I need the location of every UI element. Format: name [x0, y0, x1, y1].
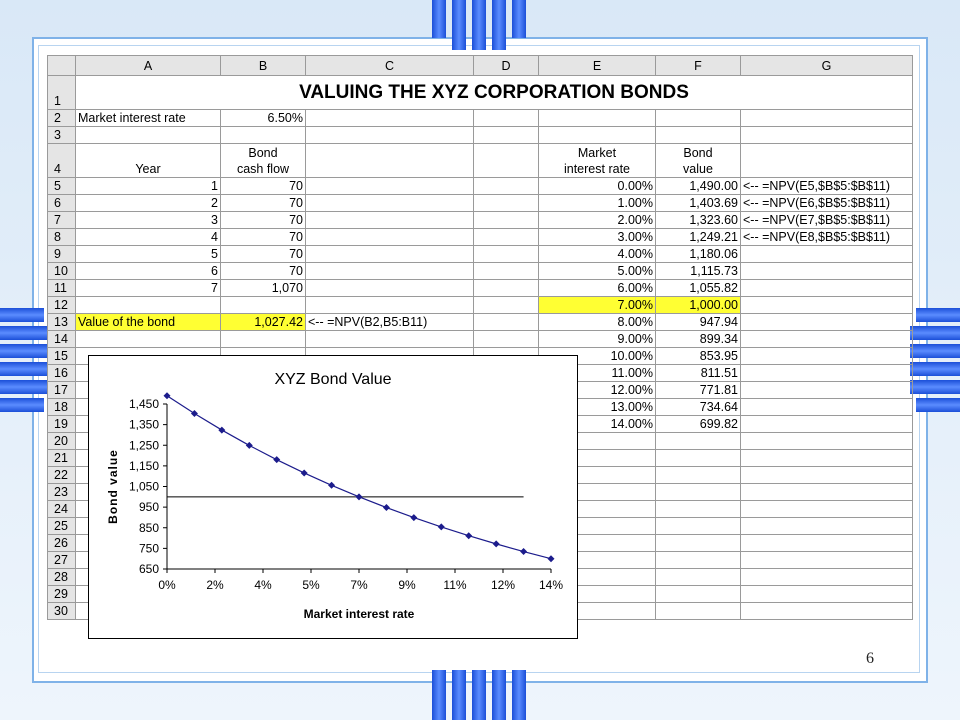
y-axis-label: Bond value [106, 449, 120, 524]
cell-d12[interactable] [474, 297, 539, 314]
cell-b10[interactable]: 70 [221, 263, 306, 280]
cell-f25[interactable] [656, 518, 741, 535]
cell-a12[interactable] [76, 297, 221, 314]
row-header-6[interactable]: 6 [48, 195, 76, 212]
cell-e13[interactable]: 8.00% [539, 314, 656, 331]
sheet-row [48, 212, 913, 229]
cell-b14[interactable] [221, 331, 306, 348]
cell-e14[interactable]: 9.00% [539, 331, 656, 348]
data-point [465, 532, 472, 539]
cell-a3[interactable] [76, 127, 221, 144]
cell-g28[interactable] [741, 569, 913, 586]
cell-d5[interactable] [474, 178, 539, 195]
x-tick-label: 5% [302, 578, 320, 592]
y-tick-label: 950 [138, 500, 159, 515]
cell-g24[interactable] [741, 501, 913, 518]
row-header-3[interactable]: 3 [48, 127, 76, 144]
row-header-24[interactable]: 24 [48, 501, 76, 518]
cell-a8[interactable]: 4 [76, 229, 221, 246]
cell-a6[interactable]: 2 [76, 195, 221, 212]
row-header-20[interactable]: 20 [48, 433, 76, 450]
cell-e6[interactable]: 1.00% [539, 195, 656, 212]
cell-g22[interactable] [741, 467, 913, 484]
cell-a11[interactable]: 7 [76, 280, 221, 297]
data-point [493, 540, 500, 547]
cell-c10[interactable] [306, 263, 474, 280]
row-header-29[interactable]: 29 [48, 586, 76, 603]
cell-f27[interactable] [656, 552, 741, 569]
cell-c4[interactable] [306, 144, 474, 178]
x-tick-label: 4% [254, 578, 272, 592]
sheet-row [48, 195, 913, 212]
data-point [548, 555, 555, 562]
cell-g10[interactable] [741, 263, 913, 280]
cell-b8[interactable]: 70 [221, 229, 306, 246]
cell-c13[interactable]: <-- =NPV(B2,B5:B11) [306, 314, 474, 331]
row-header-21[interactable]: 21 [48, 450, 76, 467]
cell-c12[interactable] [306, 297, 474, 314]
cell-f4[interactable]: Bond value [656, 144, 741, 178]
y-tick-label: 750 [138, 541, 159, 556]
cell-g21[interactable] [741, 450, 913, 467]
row-header-5[interactable]: 5 [48, 178, 76, 195]
cell-d8[interactable] [474, 229, 539, 246]
data-point [410, 514, 417, 521]
cell-g18[interactable] [741, 399, 913, 416]
data-point [438, 523, 445, 530]
sheet-row [48, 76, 913, 110]
cell-d2[interactable] [474, 110, 539, 127]
y-tick-label: 850 [138, 520, 159, 535]
data-point [191, 410, 198, 417]
cell-a5[interactable]: 1 [76, 178, 221, 195]
cell-f24[interactable] [656, 501, 741, 518]
cell-c14[interactable] [306, 331, 474, 348]
sheet-corner[interactable] [48, 56, 76, 76]
cell-a10[interactable]: 6 [76, 263, 221, 280]
cell-d6[interactable] [474, 195, 539, 212]
cell-f30[interactable] [656, 603, 741, 620]
cell-g30[interactable] [741, 603, 913, 620]
sheet-row [48, 144, 913, 178]
cell-c9[interactable] [306, 246, 474, 263]
cell-b2[interactable]: 6.50% [221, 110, 306, 127]
cell-c3[interactable] [306, 127, 474, 144]
row-header-10[interactable]: 10 [48, 263, 76, 280]
column-header-a[interactable]: A [76, 56, 221, 76]
cell-f14[interactable]: 899.34 [656, 331, 741, 348]
data-point [328, 482, 335, 489]
row-header-28[interactable]: 28 [48, 569, 76, 586]
cell-g11[interactable] [741, 280, 913, 297]
cell-f16[interactable]: 811.51 [656, 365, 741, 382]
cell-f13[interactable]: 947.94 [656, 314, 741, 331]
sheet-row [48, 263, 913, 280]
column-header-b[interactable]: B [221, 56, 306, 76]
cell-b12[interactable] [221, 297, 306, 314]
cell-a2[interactable]: Market interest rate [76, 110, 221, 127]
cell-a13[interactable]: Value of the bond [76, 314, 221, 331]
cell-g9[interactable] [741, 246, 913, 263]
sheet-row [48, 229, 913, 246]
cell-f26[interactable] [656, 535, 741, 552]
cell-c7[interactable] [306, 212, 474, 229]
cell-e7[interactable]: 2.00% [539, 212, 656, 229]
cell-g4[interactable] [741, 144, 913, 178]
cell-f28[interactable] [656, 569, 741, 586]
cell-f6[interactable]: 1,403.69 [656, 195, 741, 212]
cell-b4[interactable]: Bond cash flow [221, 144, 306, 178]
column-header-f[interactable]: F [656, 56, 741, 76]
cell-g14[interactable] [741, 331, 913, 348]
column-header-e[interactable]: E [539, 56, 656, 76]
sheet-row [48, 280, 913, 297]
data-point [273, 456, 280, 463]
x-tick-label: 9% [398, 578, 416, 592]
data-point [356, 493, 363, 500]
cell-f5[interactable]: 1,490.00 [656, 178, 741, 195]
cell-f8[interactable]: 1,249.21 [656, 229, 741, 246]
cell-c6[interactable] [306, 195, 474, 212]
cell-e9[interactable]: 4.00% [539, 246, 656, 263]
cell-d7[interactable] [474, 212, 539, 229]
sheet-row [48, 110, 913, 127]
cell-f17[interactable]: 771.81 [656, 382, 741, 399]
cell-e18[interactable]: 13.00% [539, 399, 656, 416]
row-header-9[interactable]: 9 [48, 246, 76, 263]
row-header-17[interactable]: 17 [48, 382, 76, 399]
cell-f12[interactable]: 1,000.00 [656, 297, 741, 314]
cell-f2[interactable] [656, 110, 741, 127]
row-header-13[interactable]: 13 [48, 314, 76, 331]
cell-g25[interactable] [741, 518, 913, 535]
cell-b7[interactable]: 70 [221, 212, 306, 229]
cell-d11[interactable] [474, 280, 539, 297]
chart-title: XYZ Bond Value [274, 371, 392, 388]
cell-f19[interactable]: 699.82 [656, 416, 741, 433]
cell-c5[interactable] [306, 178, 474, 195]
cell-g15[interactable] [741, 348, 913, 365]
row-header-14[interactable]: 14 [48, 331, 76, 348]
data-point [383, 504, 390, 511]
cell-c8[interactable] [306, 229, 474, 246]
bond-value-line [167, 396, 551, 559]
row-header-16[interactable]: 16 [48, 365, 76, 382]
row-header-18[interactable]: 18 [48, 399, 76, 416]
cell-e5[interactable]: 0.00% [539, 178, 656, 195]
cell-d9[interactable] [474, 246, 539, 263]
row-header-30[interactable]: 30 [48, 603, 76, 620]
cell-c2[interactable] [306, 110, 474, 127]
cell-g19[interactable] [741, 416, 913, 433]
column-header-d[interactable]: D [474, 56, 539, 76]
cell-c11[interactable] [306, 280, 474, 297]
data-point [218, 427, 225, 434]
sheet-row [48, 331, 913, 348]
page-number: 6 [866, 650, 874, 667]
cell-e19[interactable]: 14.00% [539, 416, 656, 433]
cell-g23[interactable] [741, 484, 913, 501]
cell-e2[interactable] [539, 110, 656, 127]
cell-e4[interactable]: Market interest rate [539, 144, 656, 178]
row-header-27[interactable]: 27 [48, 552, 76, 569]
cell-g27[interactable] [741, 552, 913, 569]
cell-e8[interactable]: 3.00% [539, 229, 656, 246]
cell-f15[interactable]: 853.95 [656, 348, 741, 365]
column-header-g[interactable]: G [741, 56, 913, 76]
sheet-row [48, 127, 913, 144]
sheet-row [48, 314, 913, 331]
cell-a9[interactable]: 5 [76, 246, 221, 263]
y-tick-label: 1,250 [128, 438, 159, 453]
row-header-4[interactable]: 4 [48, 144, 76, 178]
x-tick-label: 0% [158, 578, 176, 592]
x-tick-label: 7% [350, 578, 368, 592]
cell-b3[interactable] [221, 127, 306, 144]
cell-g6[interactable]: <-- =NPV(E6,$B$5:$B$11) [741, 195, 913, 212]
x-tick-label: 11% [443, 578, 467, 592]
cell-b11[interactable]: 1,070 [221, 280, 306, 297]
cell-f11[interactable]: 1,055.82 [656, 280, 741, 297]
cell-d13[interactable] [474, 314, 539, 331]
sheet-row [48, 297, 913, 314]
y-tick-label: 1,050 [128, 479, 159, 494]
cell-e17[interactable]: 12.00% [539, 382, 656, 399]
y-tick-label: 1,450 [128, 397, 159, 411]
row-header-26[interactable]: 26 [48, 535, 76, 552]
y-tick-label: 650 [138, 562, 159, 576]
cell-f29[interactable] [656, 586, 741, 603]
cell-a7[interactable]: 3 [76, 212, 221, 229]
x-tick-label: 14% [538, 578, 564, 592]
cell-g2[interactable] [741, 110, 913, 127]
cell-f9[interactable]: 1,180.06 [656, 246, 741, 263]
data-point [164, 392, 171, 399]
row-header-19[interactable]: 19 [48, 416, 76, 433]
cell-b13[interactable]: 1,027.42 [221, 314, 306, 331]
cell-f23[interactable] [656, 484, 741, 501]
cell-e10[interactable]: 5.00% [539, 263, 656, 280]
cell-g20[interactable] [741, 433, 913, 450]
cell-f22[interactable] [656, 467, 741, 484]
row-header-1[interactable]: 1 [48, 76, 76, 110]
cell-d3[interactable] [474, 127, 539, 144]
x-axis-label: Market interest rate [303, 607, 415, 621]
cell-f21[interactable] [656, 450, 741, 467]
row-header-15[interactable]: 15 [48, 348, 76, 365]
cell-g17[interactable] [741, 382, 913, 399]
cell-b9[interactable]: 70 [221, 246, 306, 263]
row-header-23[interactable]: 23 [48, 484, 76, 501]
cell-g16[interactable] [741, 365, 913, 382]
data-point [246, 442, 253, 449]
cell-g3[interactable] [741, 127, 913, 144]
bond-value-chart[interactable] [88, 355, 578, 639]
cell-d4[interactable] [474, 144, 539, 178]
row-header-7[interactable]: 7 [48, 212, 76, 229]
cell-g13[interactable] [741, 314, 913, 331]
cell-e3[interactable] [539, 127, 656, 144]
row-header-2[interactable]: 2 [48, 110, 76, 127]
data-point [520, 548, 527, 555]
cell-a4[interactable]: Year [76, 144, 221, 178]
cell-g8[interactable]: <-- =NPV(E8,$B$5:$B$11) [741, 229, 913, 246]
cell-f20[interactable] [656, 433, 741, 450]
cell-g29[interactable] [741, 586, 913, 603]
x-tick-label: 12% [490, 578, 516, 592]
data-point [301, 469, 308, 476]
chart-canvas [89, 356, 577, 638]
y-tick-label: 1,350 [128, 417, 159, 432]
cell-d14[interactable] [474, 331, 539, 348]
x-tick-label: 2% [206, 578, 224, 592]
cell-e11[interactable]: 6.00% [539, 280, 656, 297]
y-tick-label: 1,150 [128, 458, 159, 473]
cell-e15[interactable]: 10.00% [539, 348, 656, 365]
cell-b5[interactable]: 70 [221, 178, 306, 195]
cell-e16[interactable]: 11.00% [539, 365, 656, 382]
row-header-22[interactable]: 22 [48, 467, 76, 484]
cell-f10[interactable]: 1,115.73 [656, 263, 741, 280]
cell-d10[interactable] [474, 263, 539, 280]
cell-g5[interactable]: <-- =NPV(E5,$B$5:$B$11) [741, 178, 913, 195]
cell-g26[interactable] [741, 535, 913, 552]
cell-e12[interactable]: 7.00% [539, 297, 656, 314]
cell-f7[interactable]: 1,323.60 [656, 212, 741, 229]
column-header-c[interactable]: C [306, 56, 474, 76]
cell-a14[interactable] [76, 331, 221, 348]
cell-g7[interactable]: <-- =NPV(E7,$B$5:$B$11) [741, 212, 913, 229]
row-header-11[interactable]: 11 [48, 280, 76, 297]
cell-g12[interactable] [741, 297, 913, 314]
cell-b6[interactable]: 70 [221, 195, 306, 212]
row-header-12[interactable]: 12 [48, 297, 76, 314]
sheet-row [48, 246, 913, 263]
sheet-title[interactable]: VALUING THE XYZ CORPORATION BONDS [76, 76, 913, 110]
cell-f18[interactable]: 734.64 [656, 399, 741, 416]
cell-f3[interactable] [656, 127, 741, 144]
row-header-25[interactable]: 25 [48, 518, 76, 535]
sheet-row [48, 178, 913, 195]
row-header-8[interactable]: 8 [48, 229, 76, 246]
